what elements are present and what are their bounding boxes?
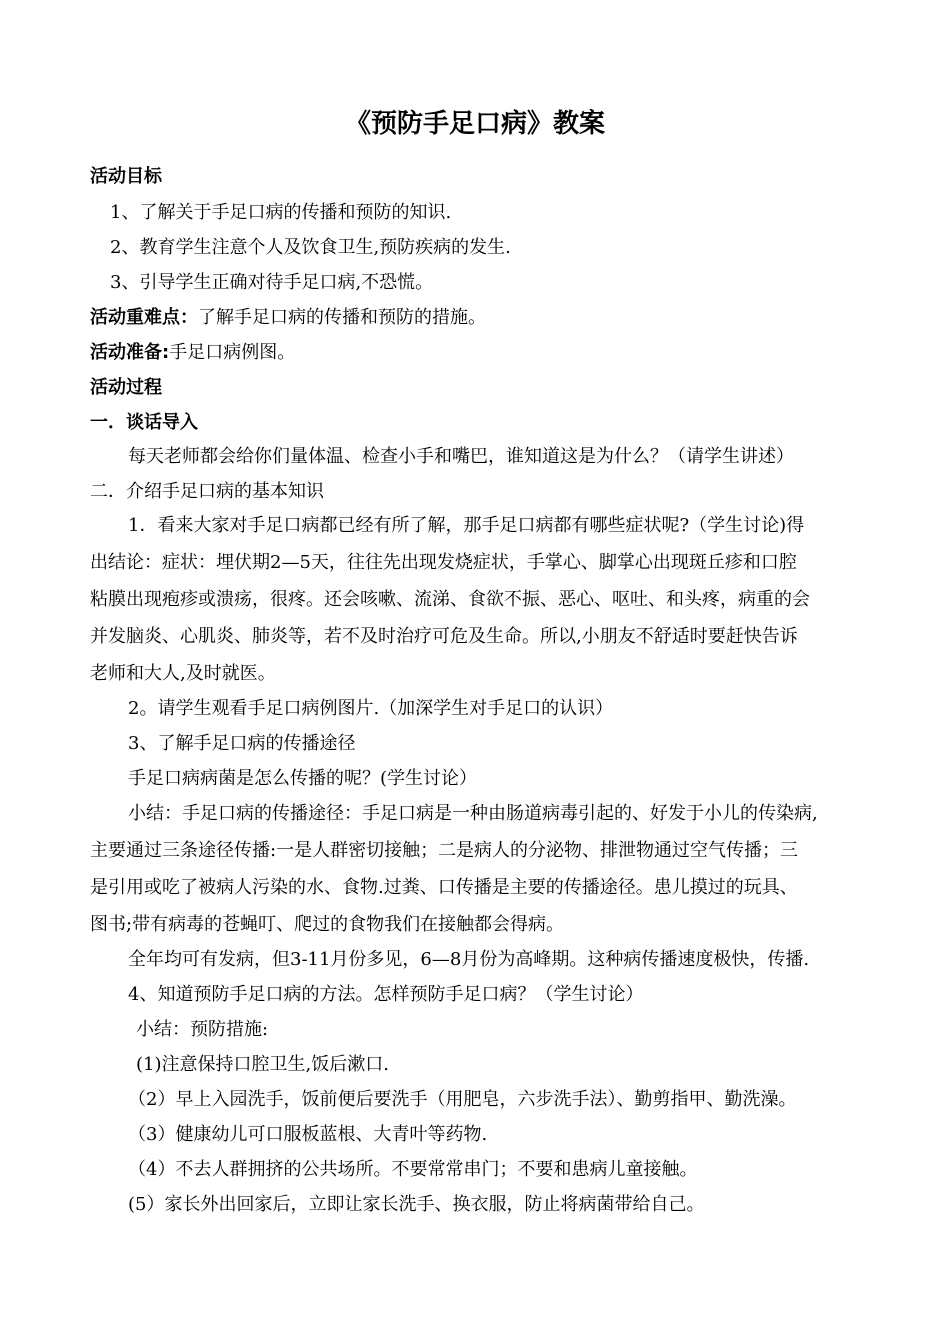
symptoms-line-1: 1．看来大家对手足口病都已经有所了解，那手足口病都有哪些症状呢?（学生讨论)得 (128, 515, 805, 536)
transmission-question: 手足口病病菌是怎么传播的呢？(学生讨论） (128, 768, 478, 789)
symptoms-line-2: 出结论：症状：埋伏期2—5天，往往先出现发烧症状，手掌心、脚掌心出现斑丘疹和口腔 (90, 552, 797, 573)
section1-text: 每天老师都会给你们量体温、检查小手和嘴巴，谁知道这是为什么？（请学生讲述） (128, 446, 794, 467)
goals-heading: 活动目标 (90, 166, 162, 187)
season-text: 全年均可有发病，但3-11月份多见，6—8月份为高峰期。这种病传播速度极快，传播. (128, 949, 810, 970)
section1-heading: 一．谈话导入 (90, 412, 198, 433)
measure-4: （4）不去人群拥挤的公共场所。不要常常串门；不要和患病儿童接触。 (128, 1159, 698, 1180)
transmission-summary-1: 小结：手足口病的传播途径：手足口病是一种由肠道病毒引起的、好发于小儿的传染病, (128, 803, 818, 824)
prevention-summary: 小结：预防措施: (136, 1019, 269, 1040)
goal-item-2: 2、教育学生注意个人及饮食卫生,预防疾病的发生. (110, 237, 511, 258)
preparation-text: 手足口病例图。 (169, 342, 296, 363)
transmission-summary-4: 图书;带有病毒的苍蝇叮、爬过的食物我们在接触都会得病。 (90, 914, 565, 935)
transmission-summary-3: 是引用或吃了被病人污染的水、食物.过粪、口传播是主要的传播途径。患儿摸过的玩具、 (90, 877, 798, 898)
preparation (90, 341, 295, 365)
symptoms-line-4: 并发脑炎、心肌炎、肺炎等，若不及时治疗可危及生命。所以,小朋友不舒适时要赶快告诉 (90, 626, 798, 647)
key-points-label: 活动重难点： (90, 307, 198, 328)
key-points-text: 了解手足口病的传播和预防的措施。 (198, 307, 486, 328)
measure-5: (5）家长外出回家后，立即让家长洗手、换衣服，防止将病菌带给自己。 (128, 1194, 705, 1215)
symptoms-line-3: 粘膜出现疱疹或溃疡，很疼。还会咳嗽、流涕、食欲不振、恶心、呕吐、和头疼，病重的会 (90, 589, 810, 610)
prevention-heading: 4、知道预防手足口病的方法。怎样预防手足口病？（学生讨论） (128, 984, 644, 1005)
key-points (90, 306, 486, 330)
transmission-heading: 3、了解手足口病的传播途径 (128, 733, 356, 754)
measure-1: (1)注意保持口腔卫生,饭后漱口. (136, 1054, 389, 1075)
preparation-label: 活动准备: (90, 342, 170, 363)
section2-heading: 二．介绍手足口病的基本知识 (90, 481, 324, 502)
symptoms-line-5: 老师和大人,及时就医。 (90, 663, 276, 684)
process-heading: 活动过程 (90, 377, 162, 398)
goal-item-1: 1、了解关于手足口病的传播和预防的知识. (110, 202, 452, 223)
transmission-summary-2: 主要通过三条途径传播:一是人群密切接触；二是病人的分泌物、排泄物通过空气传播；三 (90, 840, 799, 861)
pictures-item: 2。请学生观看手足口病例图片.（加深学生对手足口的认识） (128, 698, 614, 719)
document-title: 《预防手足口病》教案 (344, 109, 605, 139)
measure-2: （2）早上入园洗手，饭前便后要洗手（用肥皂，六步洗手法）、勤剪指甲、勤洗澡。 (128, 1089, 797, 1110)
measure-3: （3）健康幼儿可口服板蓝根、大青叶等药物. (128, 1124, 488, 1145)
goal-item-3: 3、引导学生正确对待手足口病,不恐慌。 (110, 272, 434, 293)
